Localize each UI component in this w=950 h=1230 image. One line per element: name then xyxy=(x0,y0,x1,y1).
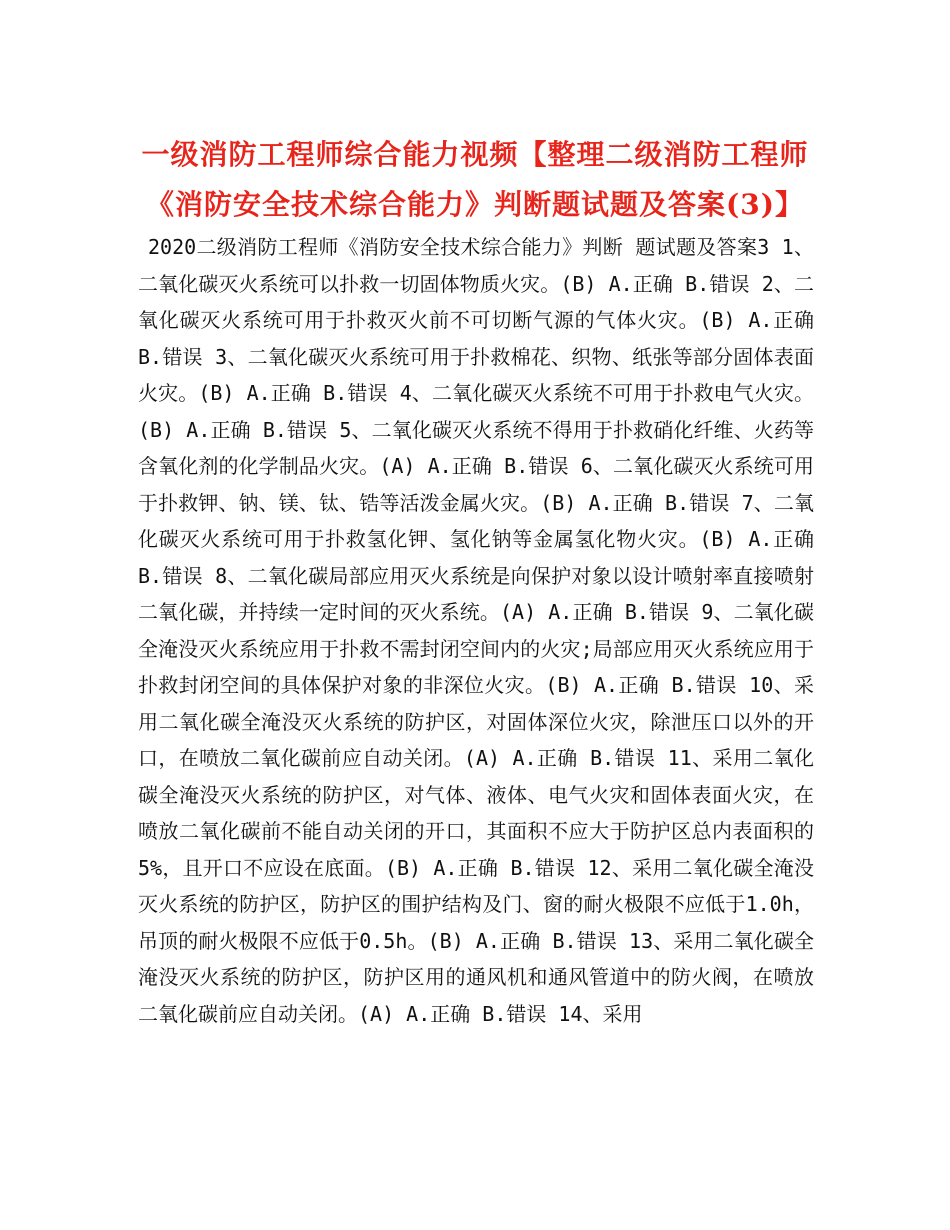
document-body: 2020二级消防工程师《消防安全技术综合能力》判断 题试题及答案3 1、二氧化碳灭火系统可以扑救一切固体物质火灾。(B) A.正确 B.错误 2、二氧化碳灭火系统可用于扑救灭火前不可切断气源的气体火灾。(B) A.正确 B.错误 3、二氧化碳灭火系统可用于扑救棉花、织物、纸张等部分固体表面火灾。(B) A.正确 B.错误 4、二氧化碳灭火系统不可用于扑救电气火灾。(B) A.正确 B.错误 5、二氧化碳灭火系统不得用于扑救硝化纤维、火药等含氧化剂的化学制品火灾。(A) A.正确 B.错误 6、二氧化碳灭火系统可用于扑救钾、钠、镁、钛、锆等活泼金属火灾。(B) A.正确 B.错误 7、二氧化碳灭火系统可用于扑救氢化钾、氢化钠等金属氢化物火灾。(B) A.正确 B.错误 8、二氧化碳局部应用灭火系统是向保护对象以设计喷射率直接喷射二氧化碳，并持续一定时间的灭火系统。(A) A.正确 B.错误 9、二氧化碳全淹没灭火系统应用于扑救不需封闭空间内的火灾;局部应用灭火系统应用于扑救封闭空间的具体保护对象的非深位火灾。(B) A.正确 B.错误 10、采用二氧化碳全淹没灭火系统的防护区，对固体深位火灾，除泄压口以外的开口，在喷放二氧化碳前应自动关闭。(A) A.正确 B.错误 11、采用二氧化碳全淹没灭火系统的防护区，对气体、液体、电气火灾和固体表面火灾，在喷放二氧化碳前不能自动关闭的开口，其面积不应大于防护区总内表面积的5%，且开口不应设在底面。(B) A.正确 B.错误 12、采用二氧化碳全淹没灭火系统的防护区，防护区的围护结构及门、窗的耐火极限不应低于1.0h，吊顶的耐火极限不应低于0.5h。(B) A.正确 B.错误 13、采用二氧化碳全淹没灭火系统的防护区，防护区用的通风机和通风管道中的防火阀，在喷放二氧化碳前应自动关闭。(A) A.正确 B.错误 14、采用 xyxy=(138,235,814,1026)
document-title: 一级消防工程师综合能力视频【整理二级消防工程师《消防安全技术综合能力》判断题试题及答案(3)】 xyxy=(141,138,809,221)
